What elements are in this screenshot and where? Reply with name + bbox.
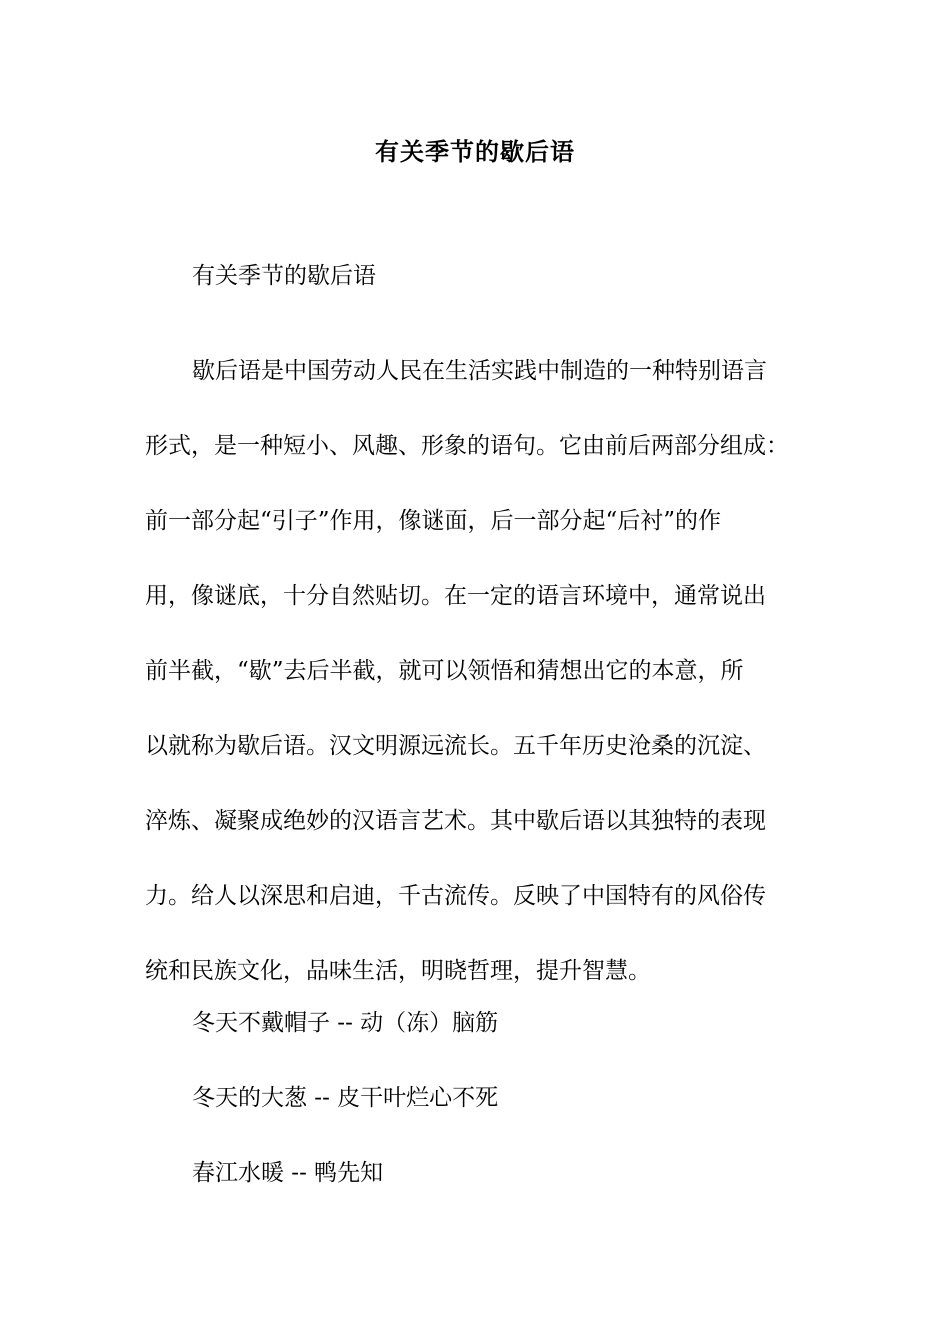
intro-line: 前半截，“歇”去后半截，就可以领悟和猜想出它的本意，所 — [145, 658, 744, 684]
intro-line: 统和民族文化，品味生活，明晓哲理，提升智慧。 — [145, 958, 651, 984]
intro-line: 形式，是一种短小、风趣、形象的语句。它由前后两部分组成： — [145, 433, 789, 459]
intro-line: 淬炼、凝聚成绝妙的汉语言艺术。其中歇后语以其独特的表现 — [145, 808, 766, 834]
intro-line: 力。给人以深思和启迪，千古流传。反映了中国特有的风俗传 — [145, 883, 766, 909]
intro-line: 用，像谜底，十分自然贴切。在一定的语言环境中，通常说出 — [145, 583, 766, 609]
document-title: 有关季节的歇后语 — [375, 137, 575, 166]
intro-paragraph — [145, 334, 817, 1009]
intro-line: 前一部分起“引子”作用，像谜面，后一部分起“后衬”的作 — [145, 508, 722, 534]
saying-item: 春江水暖 -- 鸭先知 — [192, 1160, 384, 1186]
saying-item: 冬天的大葱 -- 皮干叶烂心不死 — [192, 1085, 499, 1111]
intro-line: 以就称为歇后语。汉文明源远流长。五千年历史沧桑的沉淀、 — [145, 733, 766, 759]
document-subtitle: 有关季节的歇后语 — [192, 263, 376, 289]
saying-item: 冬天不戴帽子 -- 动（冻）脑筋 — [192, 1010, 499, 1036]
intro-line: 歇后语是中国劳动人民在生活实践中制造的一种特别语言 — [192, 358, 767, 384]
